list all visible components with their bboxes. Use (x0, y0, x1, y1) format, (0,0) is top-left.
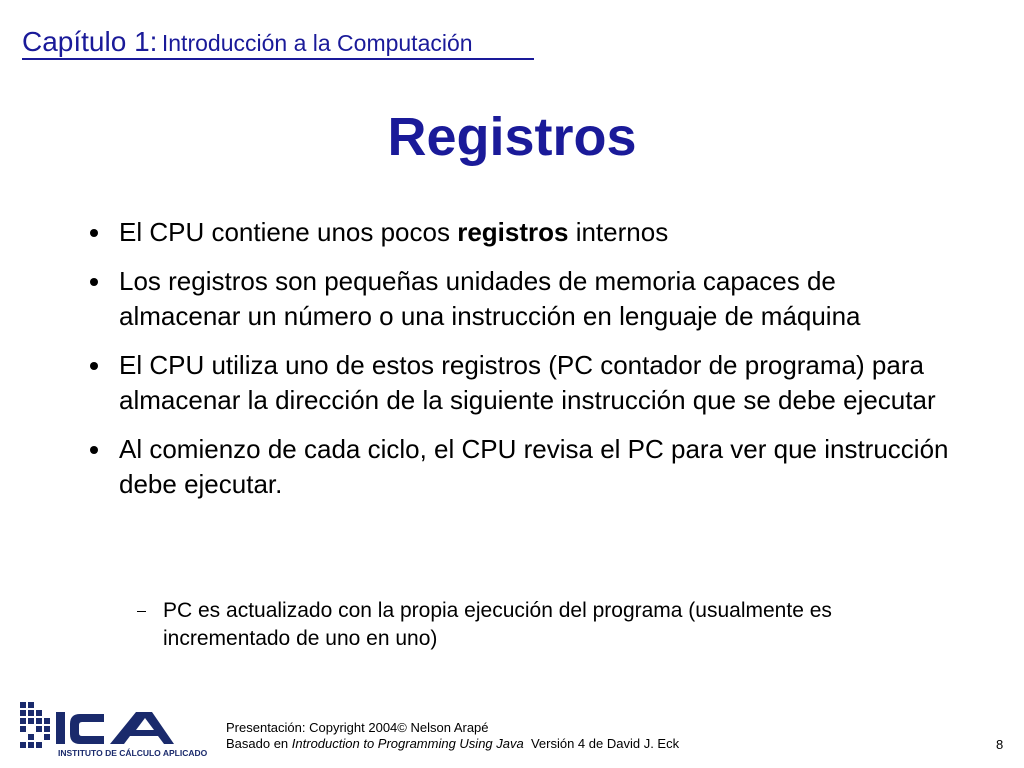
sub-bullet-text: PC es actualizado con la propia ejecución del programa (usualmente es incrementado de uno en uno) (163, 599, 832, 650)
slide-title: Registros (387, 107, 637, 167)
bullet-item (90, 348, 950, 418)
slide-header (22, 26, 473, 58)
chapter-subtitle: Introducción a la Computación (161, 30, 473, 56)
bullet-text: Al comienzo de cada ciclo, el CPU revisa el PC para ver que instrucción debe ejecutar. (119, 434, 949, 499)
bullet-text-bold: registros (457, 217, 569, 247)
chapter-label: Capítulo 1: (22, 26, 158, 57)
logo-caption: INSTITUTO DE CÁLCULO APLICADO (58, 748, 208, 758)
ica-logo (18, 700, 218, 758)
bullet-item (90, 432, 950, 502)
bullet-dot-icon (90, 362, 98, 370)
bullet-text: Los registros son pequeñas unidades de memoria capaces de almacenar un número o una instrucción en lenguaje de máquina (119, 266, 861, 331)
footer-copyright: Presentación: Copyright 2004© Nelson Arapé (226, 720, 489, 735)
sub-bullet-item (137, 597, 923, 653)
dash-icon (137, 611, 146, 612)
bullet-item (90, 215, 950, 250)
footer-credit (226, 736, 679, 752)
footer-credit-pre: Basado en (226, 736, 292, 751)
bullet-item (90, 264, 950, 334)
bullet-list (90, 215, 950, 516)
bullet-text: El CPU utiliza uno de estos registros (PC contador de programa) para almacenar la dirección de la siguiente instrucción que se debe ejecutar (119, 350, 936, 415)
footer-book-title: Introduction to Programming Using Java (291, 736, 524, 751)
page-number: 8 (996, 737, 1004, 752)
footer-credit-post: Versión 4 de David J. Eck (523, 736, 680, 751)
bullet-dot-icon (90, 278, 98, 286)
bullet-text-pre: El CPU contiene unos pocos (119, 217, 458, 247)
bullet-dot-icon (90, 229, 98, 237)
header-underline (22, 58, 534, 60)
bullet-dot-icon (90, 446, 98, 454)
slide-footer (226, 720, 679, 752)
bullet-text-post: internos (568, 217, 669, 247)
